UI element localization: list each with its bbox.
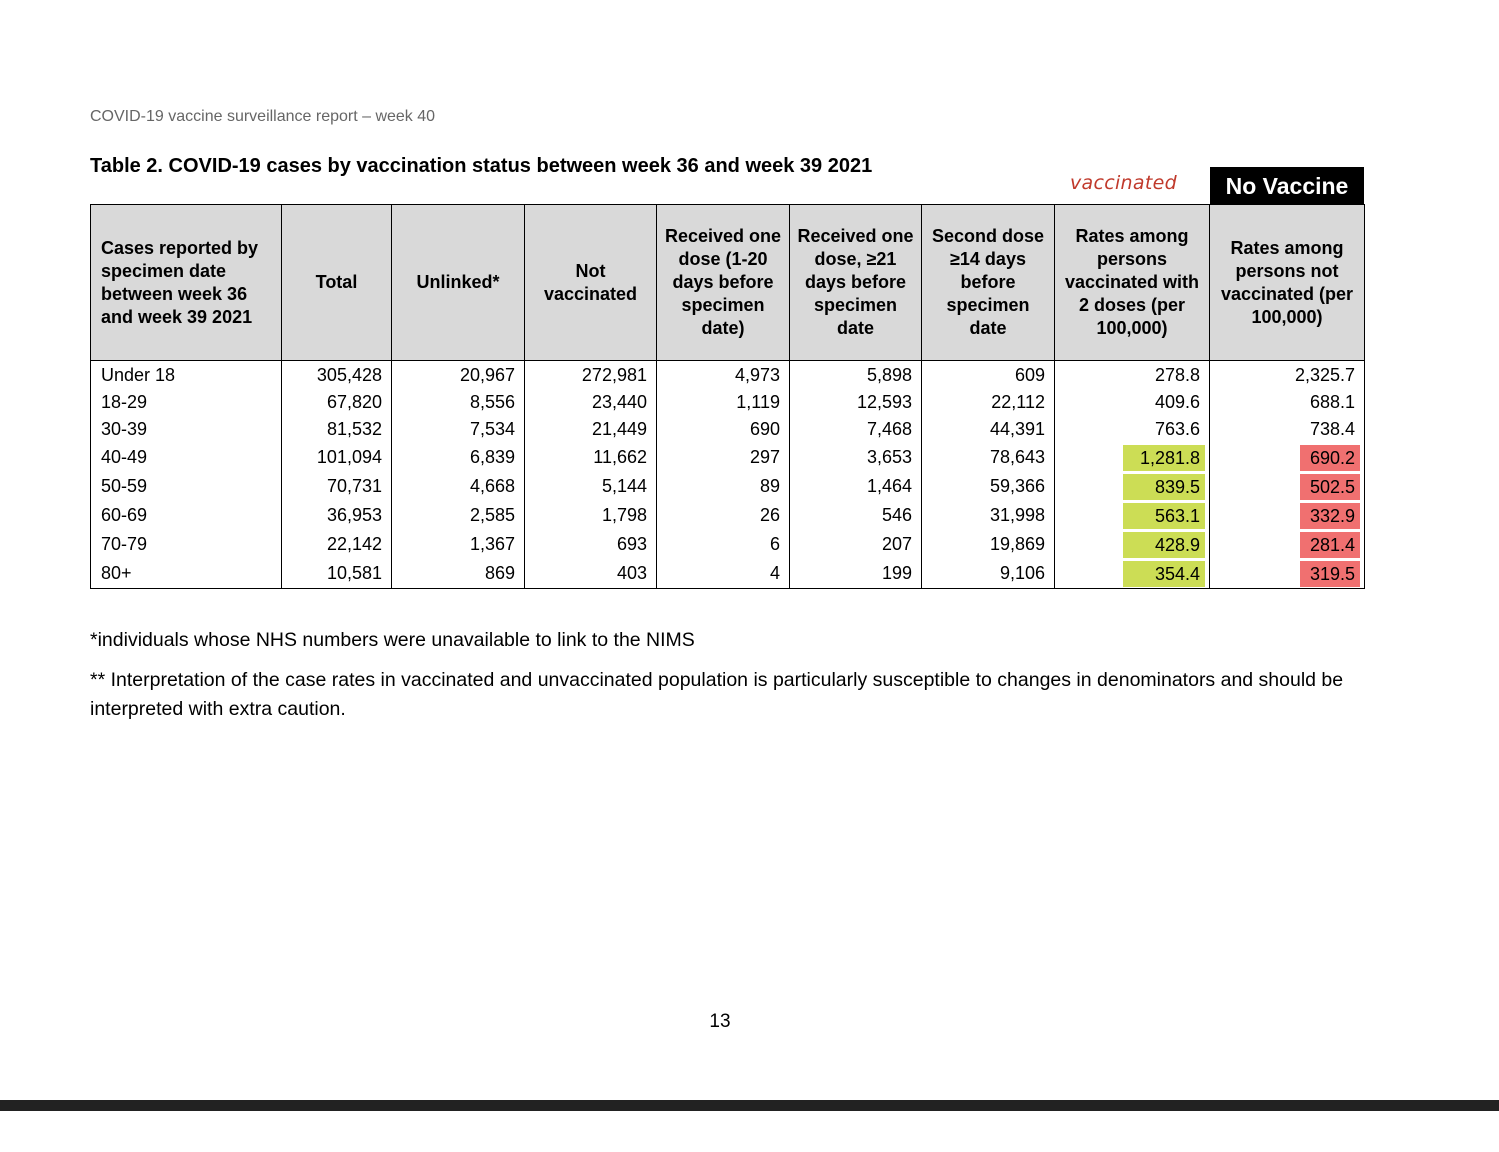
age-group-cell: 70-79: [91, 530, 282, 559]
table-row: [91, 389, 1365, 416]
unvaccinated-rate-highlight: 690.2: [1300, 445, 1360, 471]
table-cell: 297: [657, 443, 790, 472]
column-header: Second dose ≥14 days before specimen date: [922, 205, 1055, 361]
table-cell: 3,653: [790, 443, 922, 472]
age-group-cell: 30-39: [91, 416, 282, 443]
table-cell: 693: [525, 530, 657, 559]
table-cell: 6,839: [392, 443, 525, 472]
table-cell: 7,534: [392, 416, 525, 443]
unvaccinated-rate-highlight: 319.5: [1300, 561, 1360, 587]
table-row: [91, 530, 1365, 559]
table-cell: 546: [790, 501, 922, 530]
age-group-cell: 50-59: [91, 472, 282, 501]
table-cell: 2,325.7: [1210, 361, 1365, 390]
table-cell: 688.1: [1210, 389, 1365, 416]
unvaccinated-rate-highlight: 502.5: [1300, 474, 1360, 500]
age-group-cell: Under 18: [91, 361, 282, 390]
table-cell: 36,953: [282, 501, 392, 530]
vaccinated-rate-highlight: 1,281.8: [1123, 445, 1205, 471]
no-vaccine-annotation: No Vaccine: [1210, 167, 1364, 205]
table-cell: 738.4: [1210, 416, 1365, 443]
table-cell: [1055, 472, 1210, 501]
column-header: Not vaccinated: [525, 205, 657, 361]
cases-table: [90, 204, 1365, 589]
age-group-cell: 60-69: [91, 501, 282, 530]
table-header-row: [91, 205, 1365, 361]
table-row: [91, 443, 1365, 472]
table-cell: 21,449: [525, 416, 657, 443]
table-cell: 4: [657, 559, 790, 589]
table-cell: [1055, 530, 1210, 559]
table-cell: 869: [392, 559, 525, 589]
vaccinated-rate-highlight: 428.9: [1123, 532, 1205, 558]
table-caption: Table 2. COVID-19 cases by vaccination status between week 36 and week 39 2021: [90, 155, 873, 177]
column-header: Rates among persons not vaccinated (per 100,000): [1210, 205, 1365, 361]
table-cell: 5,898: [790, 361, 922, 390]
unvaccinated-rate-highlight: 332.9: [1300, 503, 1360, 529]
table-row: [91, 501, 1365, 530]
table-cell: [1210, 472, 1365, 501]
bottom-bar: [0, 1100, 1499, 1111]
table-cell: 4,973: [657, 361, 790, 390]
table-cell: 278.8: [1055, 361, 1210, 390]
table-cell: 1,464: [790, 472, 922, 501]
table-cell: 26: [657, 501, 790, 530]
column-header: Cases reported by specimen date between week 36 and week 39 2021: [91, 205, 282, 361]
table-cell: [1210, 501, 1365, 530]
table-cell: 10,581: [282, 559, 392, 589]
table-cell: 4,668: [392, 472, 525, 501]
table-row: [91, 472, 1365, 501]
table-cell: [1055, 443, 1210, 472]
table-cell: [1055, 501, 1210, 530]
table-cell: 690: [657, 416, 790, 443]
table-cell: 6: [657, 530, 790, 559]
table-cell: 5,144: [525, 472, 657, 501]
table-cell: [1055, 559, 1210, 589]
table-cell: 22,142: [282, 530, 392, 559]
table-cell: 199: [790, 559, 922, 589]
table-cell: 1,119: [657, 389, 790, 416]
table-cell: 31,998: [922, 501, 1055, 530]
column-header: Total: [282, 205, 392, 361]
running-header: COVID-19 vaccine surveillance report – week 40: [90, 108, 436, 125]
vaccinated-rate-highlight: 839.5: [1123, 474, 1205, 500]
table-cell: 1,798: [525, 501, 657, 530]
table-body: [91, 361, 1365, 589]
table-cell: [1210, 530, 1365, 559]
table-row: [91, 416, 1365, 443]
table-cell: 78,643: [922, 443, 1055, 472]
table-cell: 19,869: [922, 530, 1055, 559]
table-cell: 8,556: [392, 389, 525, 416]
table-cell: 81,532: [282, 416, 392, 443]
age-group-cell: 18-29: [91, 389, 282, 416]
table-cell: 23,440: [525, 389, 657, 416]
table-row: [91, 361, 1365, 390]
table-cell: 44,391: [922, 416, 1055, 443]
table-cell: 70,731: [282, 472, 392, 501]
table-cell: 89: [657, 472, 790, 501]
age-group-cell: 40-49: [91, 443, 282, 472]
footnote-interpretation: ** Interpretation of the case rates in vaccinated and unvaccinated population is particularly susceptible to changes in denominators and should be interpreted with extra caution.: [90, 669, 1344, 720]
table-cell: 11,662: [525, 443, 657, 472]
table-row: [91, 559, 1365, 589]
age-group-cell: 80+: [91, 559, 282, 589]
table-cell: [1210, 559, 1365, 589]
table-cell: 207: [790, 530, 922, 559]
table-cell: [1210, 443, 1365, 472]
table-cell: 22,112: [922, 389, 1055, 416]
column-header: Received one dose (1-20 days before specimen date): [657, 205, 790, 361]
footnote-unlinked: *individuals whose NHS numbers were unavailable to link to the NIMS: [90, 629, 695, 651]
table-cell: 2,585: [392, 501, 525, 530]
table-cell: 1,367: [392, 530, 525, 559]
column-header: Received one dose, ≥21 days before specimen date: [790, 205, 922, 361]
page-number: 13: [709, 1011, 731, 1032]
table-cell: 59,366: [922, 472, 1055, 501]
table-cell: 609: [922, 361, 1055, 390]
table-cell: 20,967: [392, 361, 525, 390]
table-cell: 409.6: [1055, 389, 1210, 416]
table-cell: 272,981: [525, 361, 657, 390]
table-cell: 9,106: [922, 559, 1055, 589]
column-header: Rates among persons vaccinated with 2 doses (per 100,000): [1055, 205, 1210, 361]
column-header: Unlinked*: [392, 205, 525, 361]
table-cell: 67,820: [282, 389, 392, 416]
table-cell: 763.6: [1055, 416, 1210, 443]
table-cell: 403: [525, 559, 657, 589]
unvaccinated-rate-highlight: 281.4: [1300, 532, 1360, 558]
vaccinated-annotation: vaccinated: [1070, 172, 1177, 194]
table-cell: 101,094: [282, 443, 392, 472]
table-cell: 12,593: [790, 389, 922, 416]
table-cell: 305,428: [282, 361, 392, 390]
vaccinated-rate-highlight: 563.1: [1123, 503, 1205, 529]
table-cell: 7,468: [790, 416, 922, 443]
vaccinated-rate-highlight: 354.4: [1123, 561, 1205, 587]
